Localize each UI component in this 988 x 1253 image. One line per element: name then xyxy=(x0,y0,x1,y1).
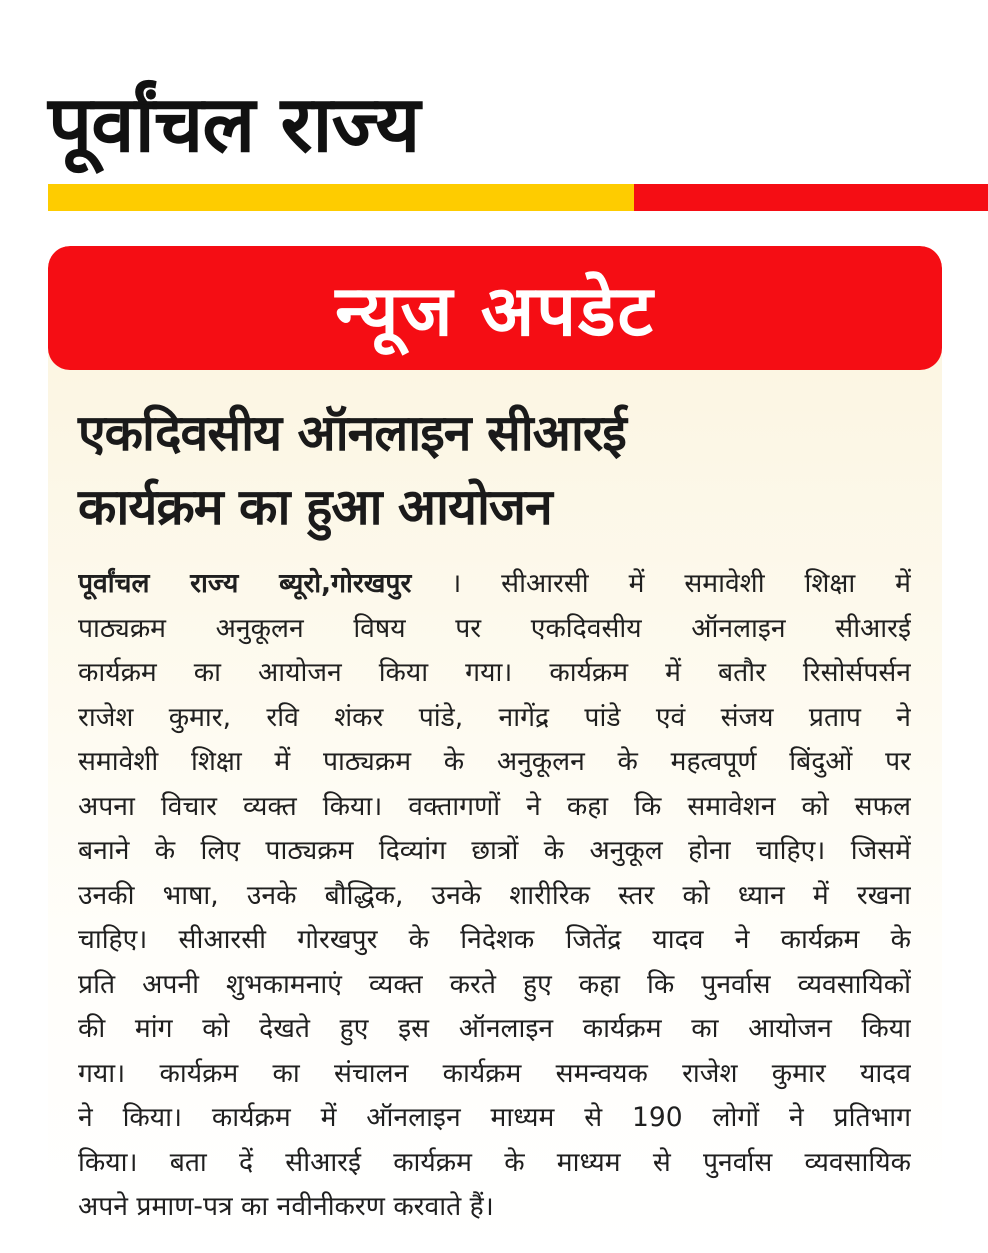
body-line: ने किया। कार्यक्रम में ऑनलाइन माध्यम से 190 लोगों ने प्रतिभाग xyxy=(78,1102,911,1133)
body-line: किया। बता दें सीआरई कार्यक्रम के माध्यम से पुनर्वास व्यवसायिक xyxy=(78,1146,911,1178)
masthead-rule-yellow xyxy=(48,184,634,211)
body-line: बनाने के लिए पाठ्यक्रम दिव्यांग छात्रों के अनुकूल होना चाहिए। जिसमें xyxy=(78,835,911,866)
headline-line: एकदिवसीय ऑनलाइन सीआरई xyxy=(78,404,626,462)
body-line-text: । सीआरसी में समावेशी शिक्षा में xyxy=(411,568,911,599)
body-line: चाहिए। सीआरसी गोरखपुर के निदेशक जितेंद्र यादव ने कार्यक्रम के xyxy=(78,924,911,955)
masthead-title: पूर्वांचल राज्य xyxy=(48,80,420,170)
body-line: पाठ्यक्रम अनुकूलन विषय पर एकदिवसीय ऑनलाइन सीआरई xyxy=(78,612,911,644)
body-line: समावेशी शिक्षा में पाठ्यक्रम के अनुकूलन के महत्वपूर्ण बिंदुओं पर xyxy=(78,746,911,777)
headline-line: कार्यक्रम का हुआ आयोजन xyxy=(78,478,552,536)
body-line: प्रति अपनी शुभकामनाएं व्यक्त करते हुए कहा कि पुनर्वास व्यवसायिकों xyxy=(78,968,911,1000)
body-line: की मांग को देखते हुए इस ऑनलाइन कार्यक्रम का आयोजन किया xyxy=(78,1013,911,1044)
body-line: अपना विचार व्यक्त किया। वक्तागणों ने कहा कि समावेशन को सफल xyxy=(78,790,911,822)
news-update-banner: न्यूज अपडेट xyxy=(48,246,942,370)
body-line xyxy=(78,562,911,607)
article-headline xyxy=(78,396,928,544)
body-line: अपने प्रमाण-पत्र का नवीनीकरण करवाते हैं। xyxy=(78,1191,494,1222)
body-line: गया। कार्यक्रम का संचालन कार्यक्रम समन्वयक राजेश कुमार यादव xyxy=(78,1057,911,1089)
masthead-rule-red xyxy=(634,184,988,211)
body-line: कार्यक्रम का आयोजन किया गया। कार्यक्रम में बतौर रिसोर्सपर्सन xyxy=(78,657,911,688)
article-dateline: पूर्वांचल राज्य ब्यूरो,गोरखपुर xyxy=(78,568,412,599)
news-card xyxy=(48,246,942,1253)
article-body xyxy=(78,562,911,1230)
body-line: राजेश कुमार, रवि शंकर पांडे, नागेंद्र पांडे एवं संजय प्रताप ने xyxy=(78,701,911,733)
body-line: उनकी भाषा, उनके बौद्धिक, उनके शारीरिक स्तर को ध्यान में रखना xyxy=(78,879,911,911)
